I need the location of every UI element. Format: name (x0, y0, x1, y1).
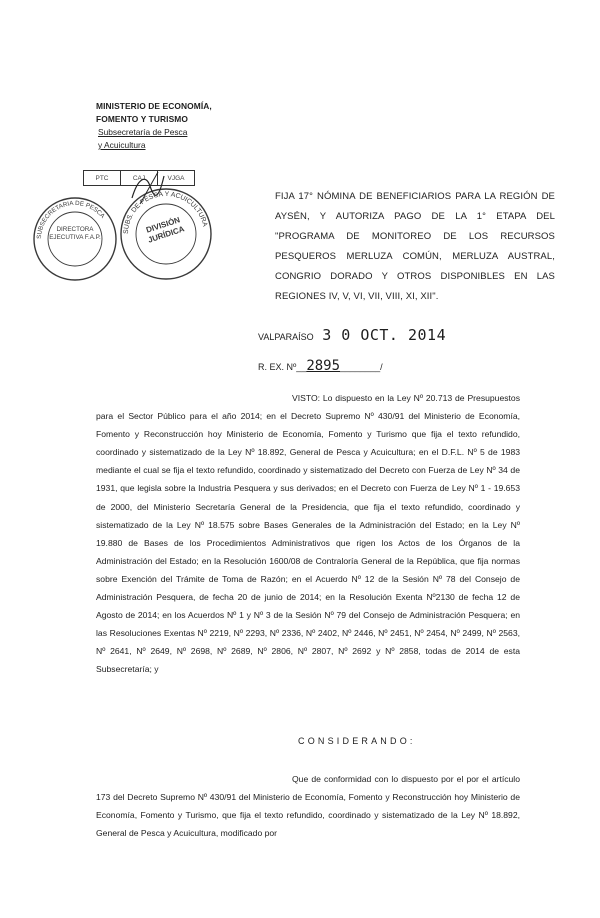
subsecretaria-line-2: y Acuicultura (98, 140, 146, 150)
considerando-heading: CONSIDERANDO: (298, 736, 416, 746)
subsecretaria-line-1: Subsecretaría de Pesca (98, 127, 188, 137)
ministry-line-1: MINISTERIO DE ECONOMÍA, (96, 101, 212, 111)
date-stamp: 3 0 OCT. 2014 (322, 326, 447, 344)
visto-paragraph: VISTO: Lo dispuesto en la Ley Nº 20.713 de Presupuestos para el Sector Público para el año 2014; en el Decreto Supremo Nº 430/91 del Ministerio de Economía, Fomento y Reconstrucción hoy Ministerio de Economía, Fomento y Turismo que fija el texto refundido, coordinado y sistematizado de la Ley Nº 18.892, General de Pesca y Acuicultura; en el D.F.L. Nº 5 de 1983 mediante el cual se fija el texto refundido, coordinado y sistematizado del Decreto con Fuerza de Ley Nº 34 de 1931, que legisla sobre la Industria Pesquera y sus derivados; en el Decreto con Fuerza de Ley Nº 1 - 19.653 de 2000, del Ministerio Secretaría General de la Presidencia, que fija el texto refundido, coordinado y sistematizado de la Ley Nº 18.575 sobre Bases Generales de la Administración del Estado; en la Ley Nº 19.880 de Bases de los Procedimientos Administrativos que rigen los Actos de los Órganos de la Administración del Estado; en la Resolución 1600/08 de Contraloría General de la República, que fija normas sobre Exención del Trámite de Toma de Razón; en el Acuerdo Nº 12 de la Sesión Nº 78 del Consejo de Administración Pesquera, de fecha 20 de junio de 2014; en la Resolución Exenta Nº2130 de fecha 12 de Agosto de 2014; en los Acuerdos Nº 1 y Nº 3 de la Sesión Nº 79 del Consejo de Administración Pesquera; en las Resoluciones Exentas Nº 2219, Nº 2293, Nº 2336, Nº 2402, Nº 2446, Nº 2451, Nº 2454, Nº 2499, Nº 2563, Nº 2641, Nº 2649, Nº 2698, Nº 2689, Nº 2806, Nº 2807, Nº 2692 y Nº 2858, todas de 2014 de esta Subsecretaría; y (96, 393, 520, 675)
considerando-paragraph: Que de conformidad con lo dispuesto por el por el artículo 173 del Decreto Supremo Nº 430/91 del Ministerio de Economía, Fomento y Reconstrucción hoy Ministerio de Economía, Fomento y Turismo, que fija el texto refundido, coordinado y sistematizado de la Ley Nº 18.892, General de Pesca y Acuicultura, modificado por (96, 774, 520, 839)
initials-cell-3: VJGA (158, 171, 195, 186)
place-date-line (258, 326, 446, 344)
resolution-title: FIJA 17° NÓMINA DE BENEFICIARIOS PARA LA REGIÓN DE AYSÉN, Y AUTORIZA PAGO DE LA 1° ETAPA DEL "PROGRAMA DE MONITOREO DE LOS RECURSOS PESQUEROS MERLUZA COMÚN, MERLUZA AUSTRAL, CONGRIO DORADO Y OTROS DISPONIBLES EN LAS REGIONES IV, V, VI, VII, VIII, XI, XII". (275, 191, 555, 302)
resolution-number: 2895 (306, 358, 341, 374)
resolution-trail: ________/ (340, 362, 383, 372)
ministry-header (96, 100, 246, 152)
resolution-number-line (258, 358, 383, 374)
resolution-lead: __ (296, 362, 307, 372)
signature-scribble-icon (128, 168, 168, 208)
seal-1-center-text: DIRECTORA EJECUTIVA F.A.P. (49, 226, 101, 241)
seal-2-center-text: DIVISIÓN JURÍDICA (144, 215, 186, 245)
ministry-line-2: FOMENTO Y TURISMO (96, 114, 188, 124)
initials-cell-2: CAJ (121, 171, 158, 186)
place-label: VALPARAÍSO (258, 332, 314, 342)
resolution-prefix: R. EX. Nº (258, 362, 297, 372)
initials-cell-1: PTC (84, 171, 121, 186)
directora-ejecutiva-seal-icon (32, 196, 118, 282)
seal-1-ring-text: SUBSECRETARIA DE PESCA (35, 199, 106, 240)
seal-2-ring-text: SUBS. DE PESCA Y ACUICULTURA (122, 190, 209, 235)
